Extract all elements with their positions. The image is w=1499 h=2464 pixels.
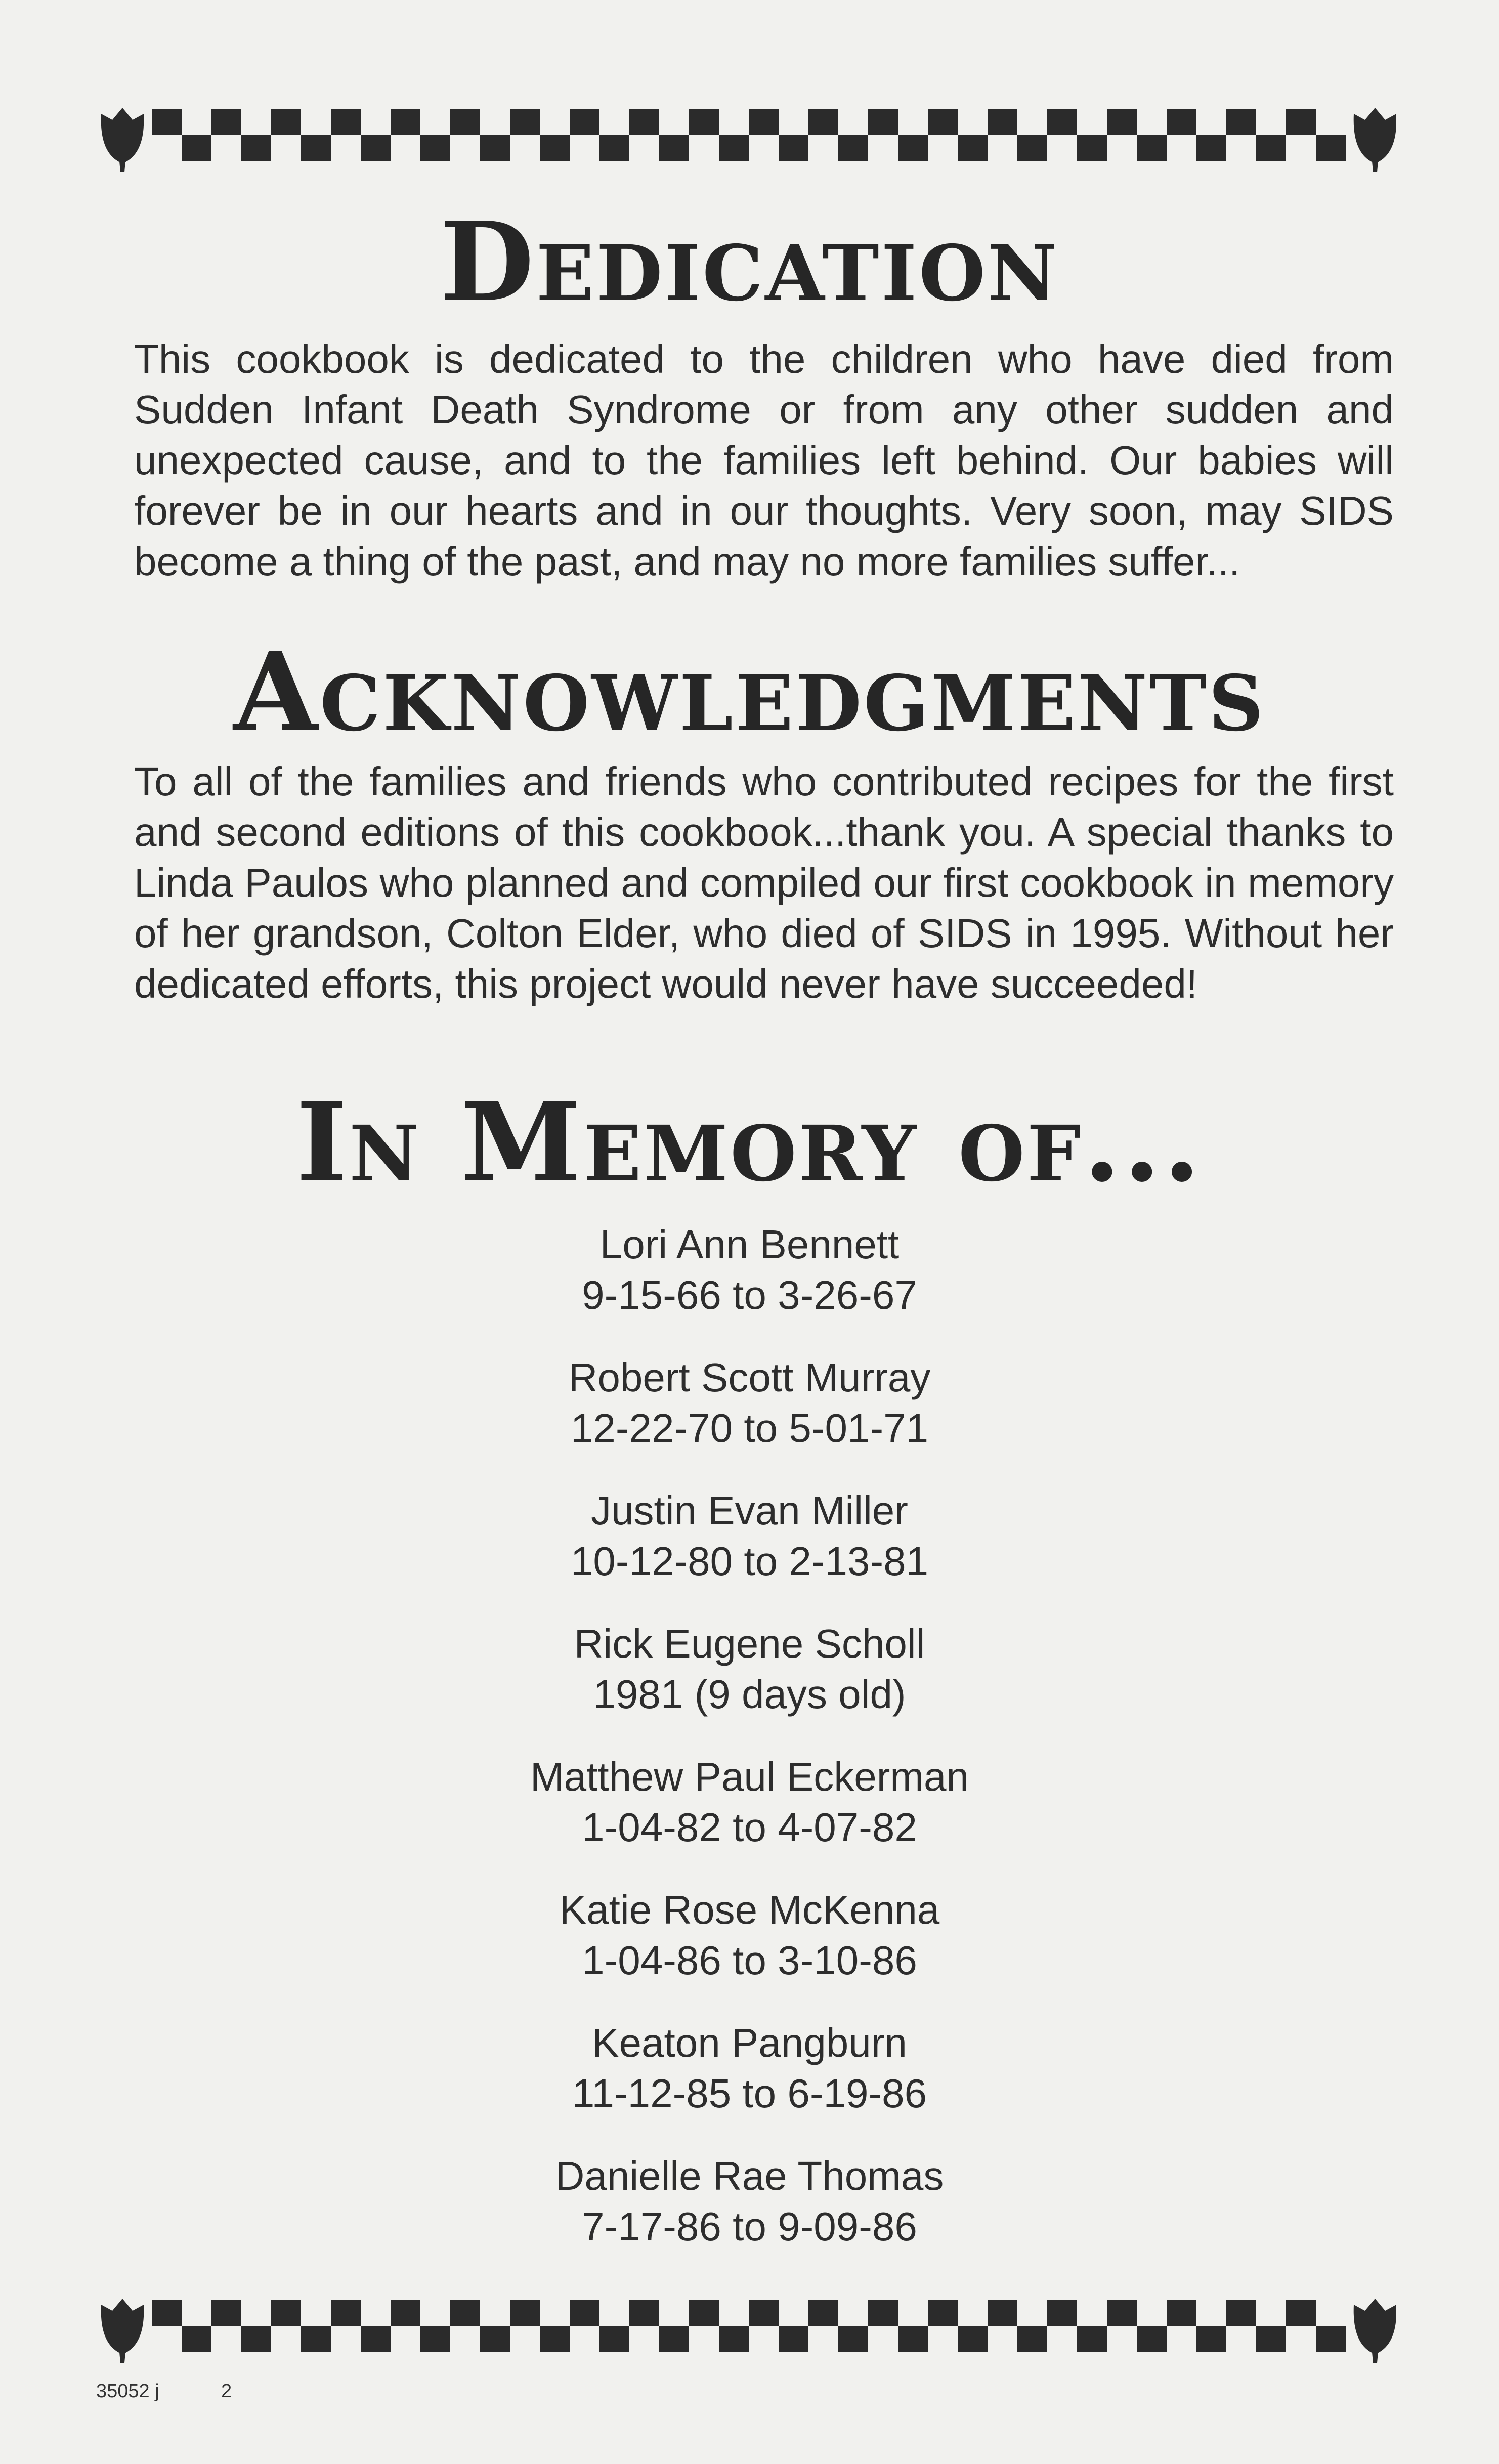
checker-square [510,2300,540,2326]
checker-square [241,2326,271,2352]
checker-square [271,109,301,135]
checker-square [331,109,361,135]
memorial-dates: 11-12-85 to 6-19-86 [572,2071,927,2116]
checker-square [540,2326,570,2352]
checker-square [1167,109,1196,135]
memorial-name: Justin Evan Miller [591,1488,908,1533]
memorial-dates: 9-15-66 to 3-26-67 [582,1272,917,1318]
memorial-dates: 1-04-86 to 3-10-86 [582,1938,917,1983]
checker-square [719,135,749,161]
checker-square [898,2326,928,2352]
footer-page-number: 2 [221,2381,232,2402]
tulip-icon [1354,2299,1396,2363]
memorial-dates: 1-04-82 to 4-07-82 [582,1805,917,1850]
checker-square [1077,2326,1107,2352]
checker-square [301,2326,331,2352]
memorial-dates: 7-17-86 to 9-09-86 [582,2204,917,2249]
checker-square [599,2326,629,2352]
acknowledgments-paragraph: To all of the families and friends who contributed recipes for the first and second editions of this cookbook...thank you. A special thanks to Linda Paulos who planned and compiled our first cookbook in memory of her grandson, Colton Elder, who died of SIDS in 1995. Without her dedicated efforts, this project would never have succeeded! [134,759,1394,1006]
checker-square [1137,2326,1167,2352]
dedication-heading: Dedication [440,198,1059,326]
memorial-name: Matthew Paul Eckerman [530,1754,969,1799]
memorial-entry [0,1619,1499,1752]
checker-square [331,2300,361,2326]
checker-square [1226,109,1256,135]
memorial-entry [0,1219,1499,1352]
checkered-border-graphic [101,99,1396,177]
memorial-entry [0,1485,1499,1619]
memorial-name: Lori Ann Bennett [599,1222,900,1267]
checker-square [211,2300,241,2326]
checker-square [182,2326,211,2352]
memorial-entry [0,1352,1499,1485]
checkered-border-graphic [101,2289,1396,2368]
checker-square [779,2326,808,2352]
dedication-paragraph: This cookbook is dedicated to the children who have died from Sudden Infant Death Syndrome or from any other sudden and unexpected cause, and to the families left behind. Our babies will forever be in our hearts and in our thoughts. Very soon, may SIDS become a thing of the past, and may no more families suffer... [134,336,1394,584]
checker-square [958,2326,988,2352]
checker-square [749,109,779,135]
memorial-entry [0,1752,1499,1885]
checker-square [988,109,1017,135]
checker-square [480,135,510,161]
checker-square [1017,2326,1047,2352]
checker-square [391,2300,420,2326]
checker-square [361,135,391,161]
checker-square [1047,2300,1077,2326]
checker-square [450,2300,480,2326]
memorial-dates: 12-22-70 to 5-01-71 [570,1406,929,1451]
checker-square [152,109,182,135]
checker-square [1286,2300,1316,2326]
checker-square [152,2300,182,2326]
memorial-name: Robert Scott Murray [568,1355,931,1400]
checker-square [1017,135,1047,161]
checker-square [570,2300,599,2326]
checker-square [719,2326,749,2352]
checker-square [629,109,659,135]
checker-square [779,135,808,161]
checker-square [301,135,331,161]
checker-square [659,2326,689,2352]
checker-square [241,135,271,161]
checker-square [510,109,540,135]
checker-square [898,135,928,161]
tulip-icon [1354,108,1396,172]
checker-square [928,2300,958,2326]
checker-square [1256,2326,1286,2352]
top-checkered-border [101,99,1396,177]
checker-square [1047,109,1077,135]
checker-square [420,135,450,161]
checker-square [838,135,868,161]
tulip-icon [101,108,144,172]
checker-square [1226,2300,1256,2326]
checker-square [1107,2300,1137,2326]
checker-square [1286,109,1316,135]
checker-square [928,109,958,135]
bottom-checkered-border [101,2289,1396,2368]
footer-product-code: 35052 j [96,2381,159,2402]
checker-square [1167,2300,1196,2326]
checker-square [420,2326,450,2352]
checker-square [868,2300,898,2326]
checker-square [1316,2326,1346,2352]
checker-square [808,2300,838,2326]
checker-square [1137,135,1167,161]
checker-square [1196,2326,1226,2352]
checker-square [271,2300,301,2326]
checker-square [361,2326,391,2352]
checker-square [570,109,599,135]
checker-square [182,135,211,161]
checker-square [1077,135,1107,161]
memorial-name: Katie Rose McKenna [559,1887,940,1932]
checker-square [958,135,988,161]
memorial-entry [0,2151,1499,2284]
checker-square [988,2300,1017,2326]
in-memory-heading: In Memory of... [296,1078,1203,1206]
checker-square [689,2300,719,2326]
checker-square [540,135,570,161]
memorial-dates: 10-12-80 to 2-13-81 [570,1539,929,1584]
checker-square [1196,135,1226,161]
checker-square [1107,109,1137,135]
checker-square [450,109,480,135]
checker-square [1256,135,1286,161]
checker-square [808,109,838,135]
tulip-icon [101,2299,144,2363]
memorial-entry [0,2018,1499,2151]
memorial-name: Rick Eugene Scholl [574,1621,925,1666]
memorial-name: Danielle Rae Thomas [555,2153,944,2198]
acknowledgments-heading: Acknowledgments [233,628,1266,756]
checker-square [629,2300,659,2326]
checker-square [749,2300,779,2326]
checker-square [868,109,898,135]
memorial-name: Keaton Pangburn [592,2020,907,2065]
checker-square [480,2326,510,2352]
checker-square [599,135,629,161]
checker-square [838,2326,868,2352]
checker-square [689,109,719,135]
checker-square [211,109,241,135]
memorial-list [0,1219,1499,2284]
memorial-entry [0,1885,1499,2018]
checker-square [659,135,689,161]
checker-square [1316,135,1346,161]
checker-square [391,109,420,135]
memorial-dates: 1981 (9 days old) [593,1672,906,1717]
